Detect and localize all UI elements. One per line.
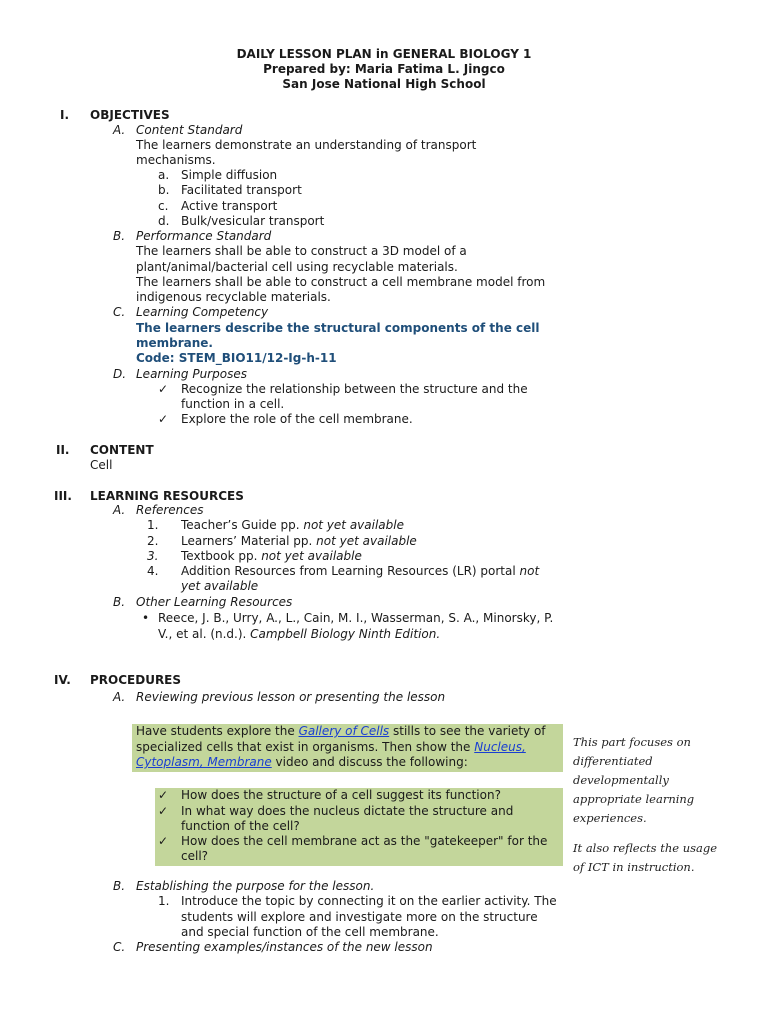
performance-standard-label: Performance Standard — [136, 229, 272, 243]
purpose-item: function in a cell. — [181, 397, 285, 411]
checkmark-icon: ✓ — [158, 382, 169, 396]
list-marker: 4. — [147, 564, 159, 578]
discussion-question: function of the cell? — [181, 819, 300, 833]
margin-note: experiences. — [573, 811, 647, 825]
procedure-a-label: Reviewing previous lesson or presenting the lesson — [136, 690, 446, 704]
section-number: I. — [60, 108, 70, 122]
content-standard-label: Content Standard — [136, 123, 243, 137]
list-item: Textbook pp. not yet available — [181, 549, 362, 563]
performance-standard-text: The learners shall be able to construct a 3D model of a — [136, 244, 467, 258]
sub-letter: A. — [113, 690, 126, 704]
section-heading-content: CONTENT — [90, 443, 154, 457]
checkmark-icon: ✓ — [158, 834, 169, 848]
list-item: yet available — [181, 579, 259, 593]
document-title: DAILY LESSON PLAN in GENERAL BIOLOGY 1 — [236, 47, 532, 61]
citation-text: Reece, J. B., Urry, A., L., Cain, M. I., Wasserman, S. A., Minorsky, P. — [158, 611, 554, 625]
list-marker: 1. — [147, 518, 159, 532]
sub-letter: A. — [113, 503, 126, 517]
checkmark-icon: ✓ — [158, 804, 169, 818]
list-marker: 3. — [147, 549, 159, 563]
sub-letter: B. — [113, 879, 126, 893]
list-item: Bulk/vesicular transport — [181, 214, 325, 228]
cytoplasm-membrane-video-link[interactable]: Cytoplasm, Membrane — [136, 755, 272, 769]
procedure-b-text: and special function of the cell membrane. — [181, 925, 439, 939]
checkmark-icon: ✓ — [158, 412, 169, 426]
content-standard-text: The learners demonstrate an understanding of transport — [136, 138, 477, 152]
section-heading-objectives: OBJECTIVES — [90, 108, 170, 122]
bullet-icon: • — [142, 611, 150, 625]
content-body: Cell — [90, 458, 113, 472]
purpose-item: Explore the role of the cell membrane. — [181, 412, 413, 426]
checkmark-icon: ✓ — [158, 788, 169, 802]
prepared-by: Prepared by: Maria Fatima L. Jingco — [263, 62, 505, 76]
nucleus-video-link[interactable]: Nucleus, — [474, 740, 526, 754]
gallery-of-cells-link[interactable]: Gallery of Cells — [298, 724, 390, 738]
sub-letter: D. — [113, 367, 127, 381]
margin-note: differentiated — [573, 754, 653, 768]
list-item: Facilitated transport — [181, 183, 302, 197]
margin-note: This part focuses on — [573, 735, 691, 749]
competency-code: Code: STEM_BIO11/12-Ig-h-11 — [136, 351, 337, 365]
section-number: II. — [56, 443, 70, 457]
list-marker: d. — [158, 214, 170, 228]
performance-standard-text: The learners shall be able to construct a cell membrane model from — [136, 275, 546, 289]
sub-letter: C. — [113, 305, 126, 319]
purpose-item: Recognize the relationship between the structure and the — [181, 382, 528, 396]
list-item: Teacher’s Guide pp. not yet available — [181, 518, 404, 532]
discussion-question: In what way does the nucleus dictate the structure and — [181, 804, 514, 818]
learning-purposes-label: Learning Purposes — [136, 367, 247, 381]
procedure-b-text: students will explore and investigate more on the structure — [181, 910, 538, 924]
list-item: Addition Resources from Learning Resources (LR) portal not — [181, 564, 540, 578]
learning-competency-label: Learning Competency — [136, 305, 269, 319]
sub-letter: B. — [113, 229, 126, 243]
other-resources-label: Other Learning Resources — [136, 595, 293, 609]
sub-letter: C. — [113, 940, 126, 954]
list-marker: 1. — [158, 894, 170, 908]
section-heading-resources: LEARNING RESOURCES — [90, 489, 244, 503]
citation-text: V., et al. (n.d.). Campbell Biology Ninth Edition. — [158, 627, 441, 641]
learning-competency-text: The learners describe the structural components of the cell — [136, 321, 540, 335]
activity-text: specialized cells that exist in organisms. Then show the Nucleus, — [136, 740, 526, 754]
list-marker: a. — [158, 168, 170, 182]
performance-standard-text: plant/animal/bacterial cell using recyclable materials. — [136, 260, 458, 274]
list-item: Simple diffusion — [181, 168, 278, 182]
section-number: IV. — [54, 673, 71, 687]
sub-letter: A. — [113, 123, 126, 137]
procedure-c-label: Presenting examples/instances of the new lesson — [136, 940, 433, 954]
section-heading-procedures: PROCEDURES — [90, 673, 182, 687]
list-marker: b. — [158, 183, 170, 197]
margin-note: of ICT in instruction. — [573, 860, 695, 874]
sub-letter: B. — [113, 595, 126, 609]
margin-note: developmentally — [573, 773, 669, 787]
content-standard-text: mechanisms. — [136, 153, 216, 167]
procedure-b-label: Establishing the purpose for the lesson. — [136, 879, 375, 893]
margin-note: It also reflects the usage — [573, 841, 718, 855]
list-marker: 2. — [147, 534, 159, 548]
activity-text: Cytoplasm, Membrane video and discuss the following: — [136, 755, 468, 769]
discussion-question: How does the cell membrane act as the "gatekeeper" for the — [181, 834, 548, 848]
discussion-question: cell? — [181, 849, 209, 863]
performance-standard-text: indigenous recyclable materials. — [136, 290, 331, 304]
school-name: San Jose National High School — [282, 77, 486, 91]
section-number: III. — [54, 489, 72, 503]
list-item: Learners’ Material pp. not yet available — [181, 534, 417, 548]
discussion-question: How does the structure of a cell suggest its function? — [181, 788, 501, 802]
references-label: References — [136, 503, 204, 517]
activity-text: Have students explore the Gallery of Cells stills to see the variety of — [136, 724, 546, 738]
learning-competency-text: membrane. — [136, 336, 213, 350]
list-marker: c. — [158, 199, 169, 213]
procedure-b-text: Introduce the topic by connecting it on the earlier activity. The — [181, 894, 557, 908]
list-item: Active transport — [181, 199, 278, 213]
margin-note: appropriate learning — [573, 792, 695, 806]
